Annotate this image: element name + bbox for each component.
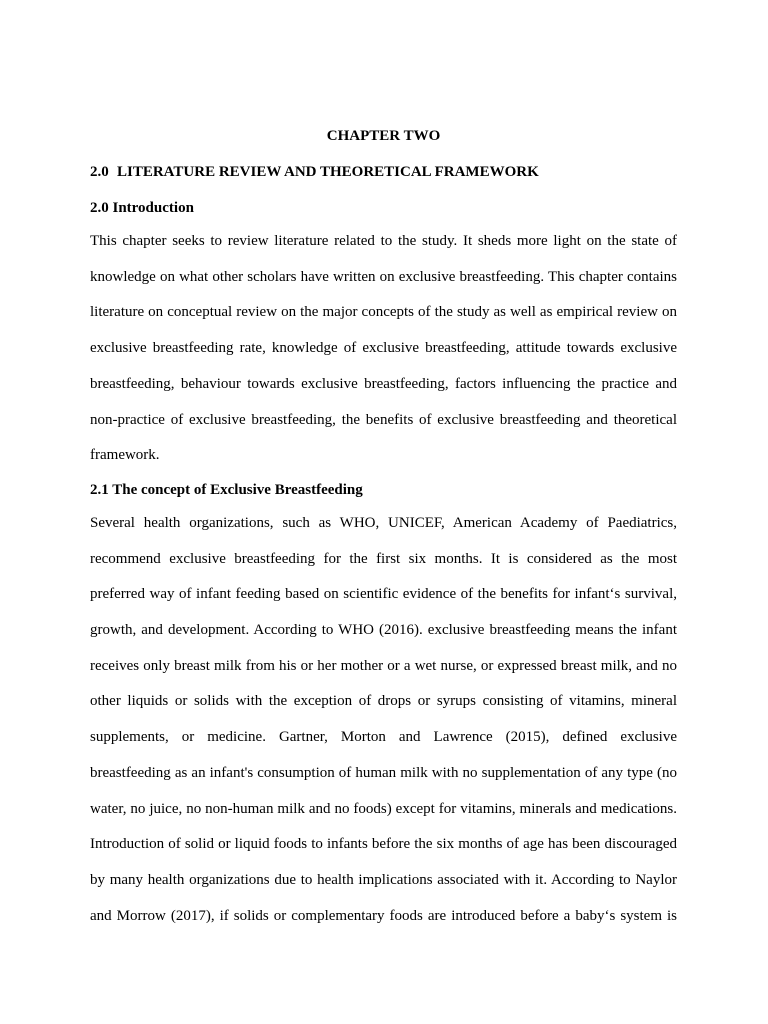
paragraph-line: by many health organizations due to health implications associated with it. According to Naylor [90, 871, 677, 888]
introduction-heading: 2.0 Introduction [90, 200, 194, 216]
paragraph-line: framework. [90, 447, 160, 464]
paragraph-line: growth, and development. According to WHO (2016). exclusive breastfeeding means the infant [90, 622, 677, 639]
paragraph-line: knowledge on what other scholars have written on exclusive breastfeeding. This chapter contains [90, 268, 677, 285]
paragraph-line: exclusive breastfeeding rate, knowledge of exclusive breastfeeding, attitude towards exclusive [90, 340, 677, 357]
introduction-paragraph [90, 224, 677, 474]
paragraph-line: receives only breast milk from his or her mother or a wet nurse, or expressed breast milk, and no [90, 657, 677, 674]
chapter-title: CHAPTER TWO [326, 128, 441, 144]
section-title: LITERATURE REVIEW AND THEORETICAL FRAMEWORK [117, 164, 539, 180]
paragraph-line: breastfeeding, behaviour towards exclusive breastfeeding, factors influencing the practice and [90, 375, 677, 392]
concept-heading: 2.1 The concept of Exclusive Breastfeeding [90, 481, 363, 498]
paragraph-line: water, no juice, no non-human milk and no foods) except for vitamins, minerals and medications. [90, 800, 677, 817]
page-content [90, 126, 677, 940]
paragraph-line: Introduction of solid or liquid foods to infants before the six months of age has been discouraged [90, 836, 677, 853]
concept-paragraph [90, 506, 677, 934]
paragraph-line: and Morrow (2017), if solids or complementary foods are introduced before a baby‘s system is [90, 907, 677, 924]
paragraph-line: recommend exclusive breastfeeding for the first six months. It is considered as the most [90, 550, 677, 567]
section-number: 2.0 [90, 164, 109, 180]
section-heading [90, 162, 677, 182]
paragraph-line: non-practice of exclusive breastfeeding, the benefits of exclusive breastfeeding and theoretical [90, 411, 677, 428]
paragraph-line: Several health organizations, such as WHO, UNICEF, American Academy of Paediatrics, [90, 514, 677, 531]
paragraph-line: literature on conceptual review on the major concepts of the study as well as empirical review on [90, 304, 677, 321]
paragraph-line: preferred way of infant feeding based on scientific evidence of the benefits for infant‘s survival, [90, 586, 677, 603]
paragraph-line: other liquids or solids with the exception of drops or syrups consisting of vitamins, mineral [90, 693, 677, 710]
paragraph-line: This chapter seeks to review literature related to the study. It sheds more light on the state of [90, 233, 677, 249]
paragraph-line: breastfeeding as an infant's consumption of human milk with no supplementation of any type (no [90, 764, 677, 781]
paragraph-line: supplements, or medicine. Gartner, Morton and Lawrence (2015), defined exclusive [90, 729, 677, 746]
